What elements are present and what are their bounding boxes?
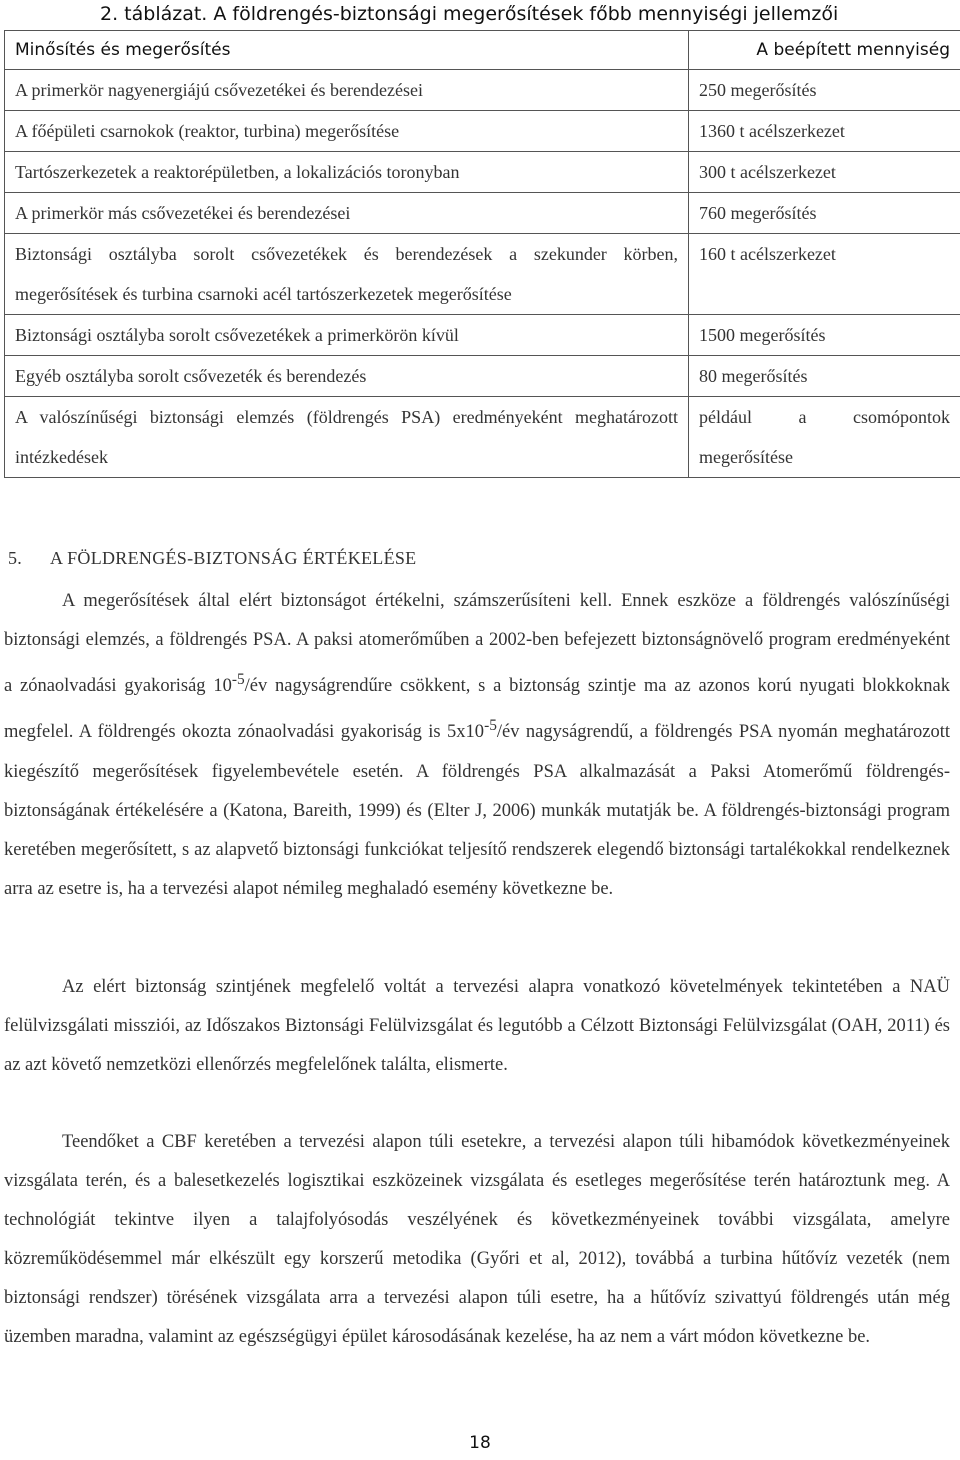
table-header-cell: A beépített mennyiség (689, 31, 960, 70)
paragraph: Az elért biztonság szintjének megfelelő voltát a tervezési alapra vonatkozó követelmények tekintetében a NAÜ felülvizsgálati missziói, az Időszakos Biztonsági Felülvizsgálat és legutóbb a Célzott Biztonsági Felülvizsgálat (OAH, 2011) és az azt követő nemzetközi ellenőrzés megfelelőnek találta, elismerte. (4, 977, 950, 1076)
paragraph-text: /év nagyságrendű, a földrengés PSA nyomán meghatározott kiegészítő megerősítések figyelembevétele esetén. A földrengés PSA alkalmazását a Paksi Atomerőmű földrengés-biztonságának értékelésére a (Katona, Bareith, 1999) és (Elter J, 2006) munkák mutatják be. A földrengés-biztonsági program keretében megerősített, s az alapvető biztonsági funkciókat teljesítő rendszerek elegendő biztonsági tartalékokkal rendelkeznek arra az esetre is, ha a tervezési alapot némileg meghaladó esemény következne be. (4, 722, 950, 899)
section-number: 5. (8, 548, 23, 568)
exponent: -5 (231, 671, 245, 689)
table-row (5, 152, 960, 193)
paragraph-text: A megerősítések által elért biztonságot értékelni, számszerűsíteni kell. Ennek eszköze a földrengés valószínűségi biztonsági elemzés, a földrengés PSA. A paksi atomerőműben a 2002-ben befejezett biztonságnövelő program eredményeként a zónaolvadási gyakoriság 10 (4, 591, 950, 697)
table-row (5, 193, 960, 234)
table-cell: 1500 megerősítés (689, 315, 960, 356)
table-cell: 760 megerősítés (689, 193, 960, 234)
table-row (5, 70, 960, 111)
exponent: -5 (484, 717, 497, 735)
table-cell: Tartószerkezetek a reaktorépületben, a lokalizációs toronyban (5, 152, 689, 193)
table-cell: például a csomópontok megerősítése (689, 397, 960, 478)
table-row (5, 315, 960, 356)
table-cell: 300 t acélszerkezet (689, 152, 960, 193)
table-header-cell: Minősítés és megerősítés (5, 31, 689, 70)
table-cell: Egyéb osztályba sorolt csővezeték és berendezés (5, 356, 689, 397)
paragraph-text: /év nagyságrendűre csökkent, s a biztonság szintje ma az azonos korú nyugati blokkoknak megfelel. A földrengés okozta zónaolvadási gyakoriság is 5x10 (4, 676, 950, 743)
paragraph (4, 582, 950, 909)
table-row (5, 356, 960, 397)
table-cell: 250 megerősítés (689, 70, 960, 111)
table-cell: Biztonsági osztályba sorolt csővezetékek a primerkörön kívül (5, 315, 689, 356)
section-heading (8, 548, 948, 569)
table-cell: 1360 t acélszerkezet (689, 111, 960, 152)
reinforcement-table (4, 30, 960, 478)
table-row (5, 111, 960, 152)
table-cell: 80 megerősítés (689, 356, 960, 397)
section-title: A FÖLDRENGÉS-BIZTONSÁG ÉRTÉKELÉSE (50, 548, 417, 568)
table-cell: Biztonsági osztályba sorolt csővezetékek és berendezések a szekunder körben, megerősítések és turbina csarnoki acél tartószerkezetek megerősítése (5, 234, 689, 315)
table-cell: A primerkör más csővezetékei és berendezései (5, 193, 689, 234)
paragraph: Teendőket a CBF keretében a tervezési alapon túli esetekre, a tervezési alapon túli hibamódok következményeinek vizsgálata terén, és a balesetkezelés logisztikai eszközeinek vizsgálata és esetleges megerősítése terén határoztunk meg. A technológiát tekintve ilyen a talajfolyósodás veszélyének és következményeinek további vizsgálata, amelyre közreműködésemmel már elkészült egy korszerű metodika (Győri et al, 2012), továbbá a turbina hűtővíz vezeték (nem biztonsági rendszer) törésének vizsgálata arra a tervezési alapon túli esetre, ha a hűtővíz szivattyú földrengés után még üzemben maradna, valamint az egészségügyi épület károsodásának kezelése, ha az nem a várt módon következne be. (4, 1132, 950, 1348)
page-number: 18 (469, 1433, 491, 1453)
table-caption: 2. táblázat. A földrengés-biztonsági megerősítések főbb mennyiségi jellemzői (100, 3, 839, 25)
table-cell: A primerkör nagyenergiájú csővezetékei és berendezései (5, 70, 689, 111)
table-header-row (5, 31, 960, 70)
table-cell: 160 t acélszerkezet (689, 234, 960, 315)
table-row (5, 234, 960, 315)
table-row (5, 397, 960, 478)
table-cell: A főépületi csarnokok (reaktor, turbina) megerősítése (5, 111, 689, 152)
table-cell: A valószínűségi biztonsági elemzés (földrengés PSA) eredményeként meghatározott intézkedések (5, 397, 689, 478)
